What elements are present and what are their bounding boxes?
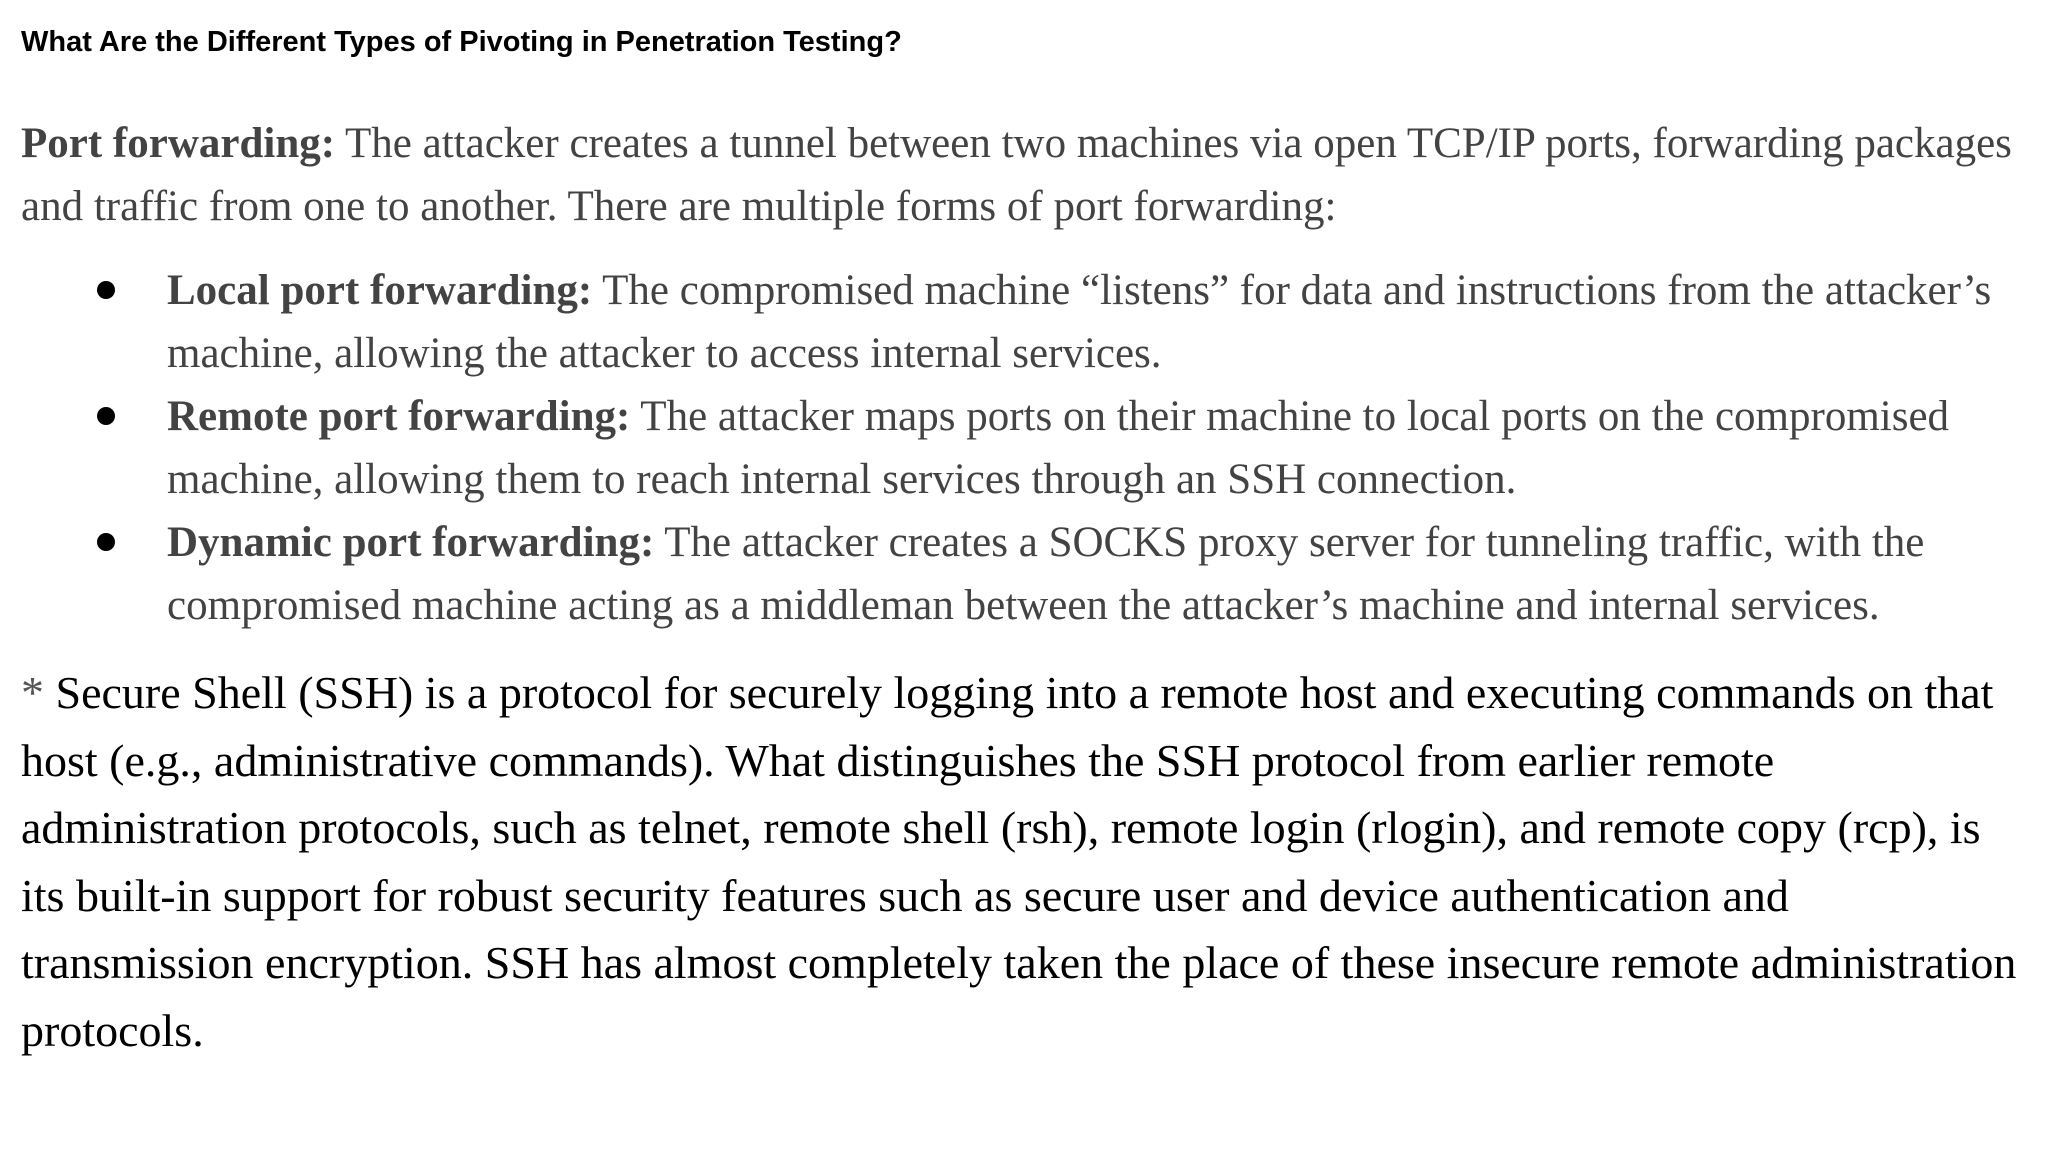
port-forwarding-term: Port forwarding:: [21, 120, 336, 167]
list-item-remote-port-forwarding: [21, 385, 2041, 511]
page-title: What Are the Different Types of Pivoting in Penetration Testing?: [21, 26, 902, 58]
port-forwarding-paragraph: [21, 112, 2021, 238]
footnote-text: Secure Shell (SSH) is a protocol for securely logging into a remote host and executing commands on that host (e.g., administrative commands). What distinguishes the SSH protocol from earlier remote administration protocols, such as telnet, remote shell (rsh), remote login (rlogin), and remote copy (rcp), is its built-in support for robust security features such as secure user and device authentication and transmission encryption. SSH has almost completely taken the place of these insecure remote administration protocols.: [21, 667, 2017, 1056]
list-item-term: Dynamic port forwarding:: [167, 519, 655, 566]
port-forwarding-description: The attacker creates a tunnel between two machines via open TCP/IP ports, forwarding packages and traffic from one to another. There are multiple forms of port forwarding:: [21, 120, 2012, 230]
list-item-local-port-forwarding: [21, 259, 2041, 385]
list-item-description: The attacker creates a SOCKS proxy server for tunneling traffic, with the compromised machine acting as a middleman between the attacker’s machine and internal services.: [167, 519, 1925, 629]
list-item-term: Remote port forwarding:: [167, 393, 631, 440]
list-item-description: The attacker maps ports on their machine to local ports on the compromised machine, allowing them to reach internal services through an SSH connection.: [167, 393, 1950, 503]
bullet-icon: [97, 281, 115, 299]
bullet-icon: [97, 533, 115, 551]
ssh-footnote: [21, 659, 2031, 1064]
list-item-dynamic-port-forwarding: [21, 511, 2041, 637]
list-item-term: Local port forwarding:: [167, 267, 593, 314]
footnote-marker: *: [21, 667, 44, 718]
port-forwarding-types-list: [21, 259, 2041, 637]
list-item-description: The compromised machine “listens” for data and instructions from the attacker’s machine, allowing the attacker to access internal services.: [167, 267, 1992, 377]
bullet-icon: [97, 407, 115, 425]
